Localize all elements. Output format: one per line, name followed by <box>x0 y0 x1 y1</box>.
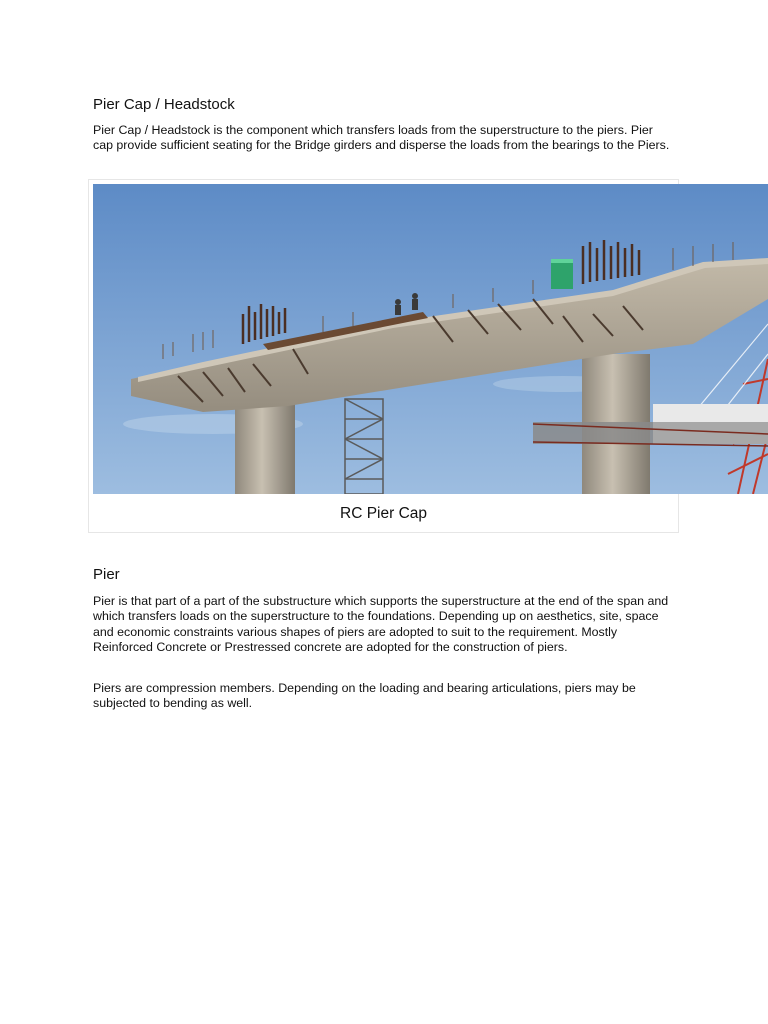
pier-description-1: Pier is that part of a part of the substructure which supports the superstructure at the end of the span and which transfers loads on the superstructure to the foundations. Depending up on aesthetics, site, space and economic constraints various shapes of piers are adopted to suit to the requirement. Mostly Reinforced Concrete or Prestressed concrete are adopted for the construction of piers. <box>93 594 669 655</box>
pier-description-2: Piers are compression members. Depending on the loading and bearing articulations, piers may be subjected to bending as well. <box>93 681 636 711</box>
figure-caption: RC Pier Cap <box>340 505 427 522</box>
section-title-pier-cap: Pier Cap / Headstock <box>93 96 235 113</box>
pier-cap-description: Pier Cap / Headstock is the component which transfers loads from the superstructure to the piers. Pier cap provide sufficient seating for the Bridge girders and disperse the loads from the bearings to the Piers. <box>93 123 670 153</box>
section-title-pier: Pier <box>93 566 120 583</box>
rc-pier-cap-photo <box>93 184 768 494</box>
